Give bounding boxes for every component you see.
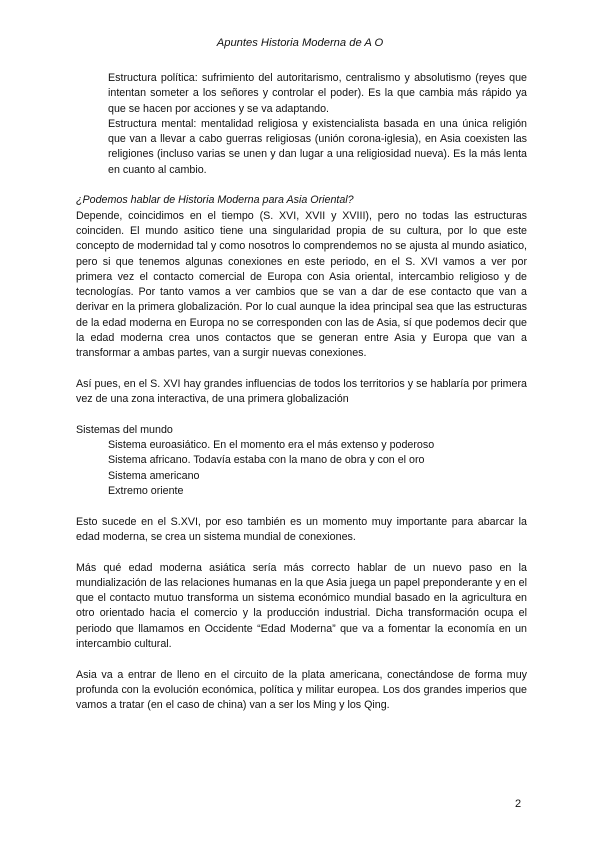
paragraph-asi-pues: Así pues, en el S. XVI hay grandes influencias de todos los territorios y se hablaría por primera vez de una zona interactiva, de una primera globalización — [76, 377, 527, 406]
list-item: Extremo oriente — [108, 485, 184, 498]
section-question: ¿Podemos hablar de Historia Moderna para Asia Oriental? — [76, 194, 354, 207]
systems-title: Sistemas del mundo — [76, 423, 173, 436]
paragraph-mental-structure: Estructura mental: mentalidad religiosa y existencialista basada en una única religión que van a llevar a cabo guerras religiosas (unión corona-iglesia), en Asia coexisten las religiones (incluso varias se unen y dan lugar a una religiosidad nueva). Es la más lenta en cuanto al cambio. — [108, 117, 527, 176]
list-item: Sistema euroasiático. En el momento era el más extenso y poderoso — [108, 439, 435, 452]
systems-list — [76, 438, 527, 499]
paragraph-depende: Depende, coincidimos en el tiempo (S. XVI, XVII y XVIII), pero no todas las estructuras coinciden. El mundo asitico tiene una singularidad propia de su cultura, por lo que este concepto de modernidad tal y como nosotros lo comprendemos no se ajusta al mundo asiatico, pero si que tenemos algunas conexiones en este periodo, en el S. XVI vamos a ver por primera vez el contacto comercial de Europa con Asia oriental, intercambio religioso y de tecnologías. Por tanto vamos a ver cambios que se van a dar de ese contacto que van a derivar en la primera globalización. Por lo cual aunque la idea principal sea que las estructuras de la edad moderna en Europa no se corresponden con las de Asia, sí que podemos decir que la edad moderna crea unos contactos que se generan entre Asia y Europa que van a transformar a ambas partes, van a surgir nuevas conexiones. — [76, 209, 527, 360]
paragraph-mas-que: Más qué edad moderna asiática sería más correcto hablar de un nuevo paso en la mundialización de las relaciones humanas en la que Asia juega un papel preponderante y en el que el contacto mutuo transforma un sistema económico mundial basado en la agricultura en otro orientado hacia el comercio y la producción industrial. Dicha transformación ocupa el periodo que llamamos en Occidente “Edad Moderna” que va a fomentar la economía en un intercambio cultural. — [76, 561, 527, 650]
paragraph-esto-sucede: Esto sucede en el S.XVI, por eso también es un momento muy importante para abarcar la edad moderna, se crea un sistema mundial de conexiones. — [76, 515, 527, 543]
paragraph-political-structure: Estructura política: sufrimiento del autoritarismo, centralismo y absolutismo (reyes que intentan someter a los señores y controlar el poder). Es la que cambia más rápido ya que se hacen por acciones y se va adaptando. — [108, 72, 527, 115]
page-content — [76, 71, 527, 713]
list-item: Sistema africano. Todavía estaba con la mano de obra y con el oro — [108, 454, 425, 467]
page-header: Apuntes Historia Moderna de A O — [216, 37, 384, 49]
paragraph-asia-plata: Asia va a entrar de lleno en el circuito de la plata americana, conectándose de forma muy profunda con la evolución económica, política y militar europea. Los dos grandes imperios que vamos a tratar (en el caso de china) van a ser los Ming y los Qing. — [76, 668, 527, 712]
list-item: Sistema americano — [108, 469, 200, 482]
page-number: 2 — [515, 798, 522, 810]
